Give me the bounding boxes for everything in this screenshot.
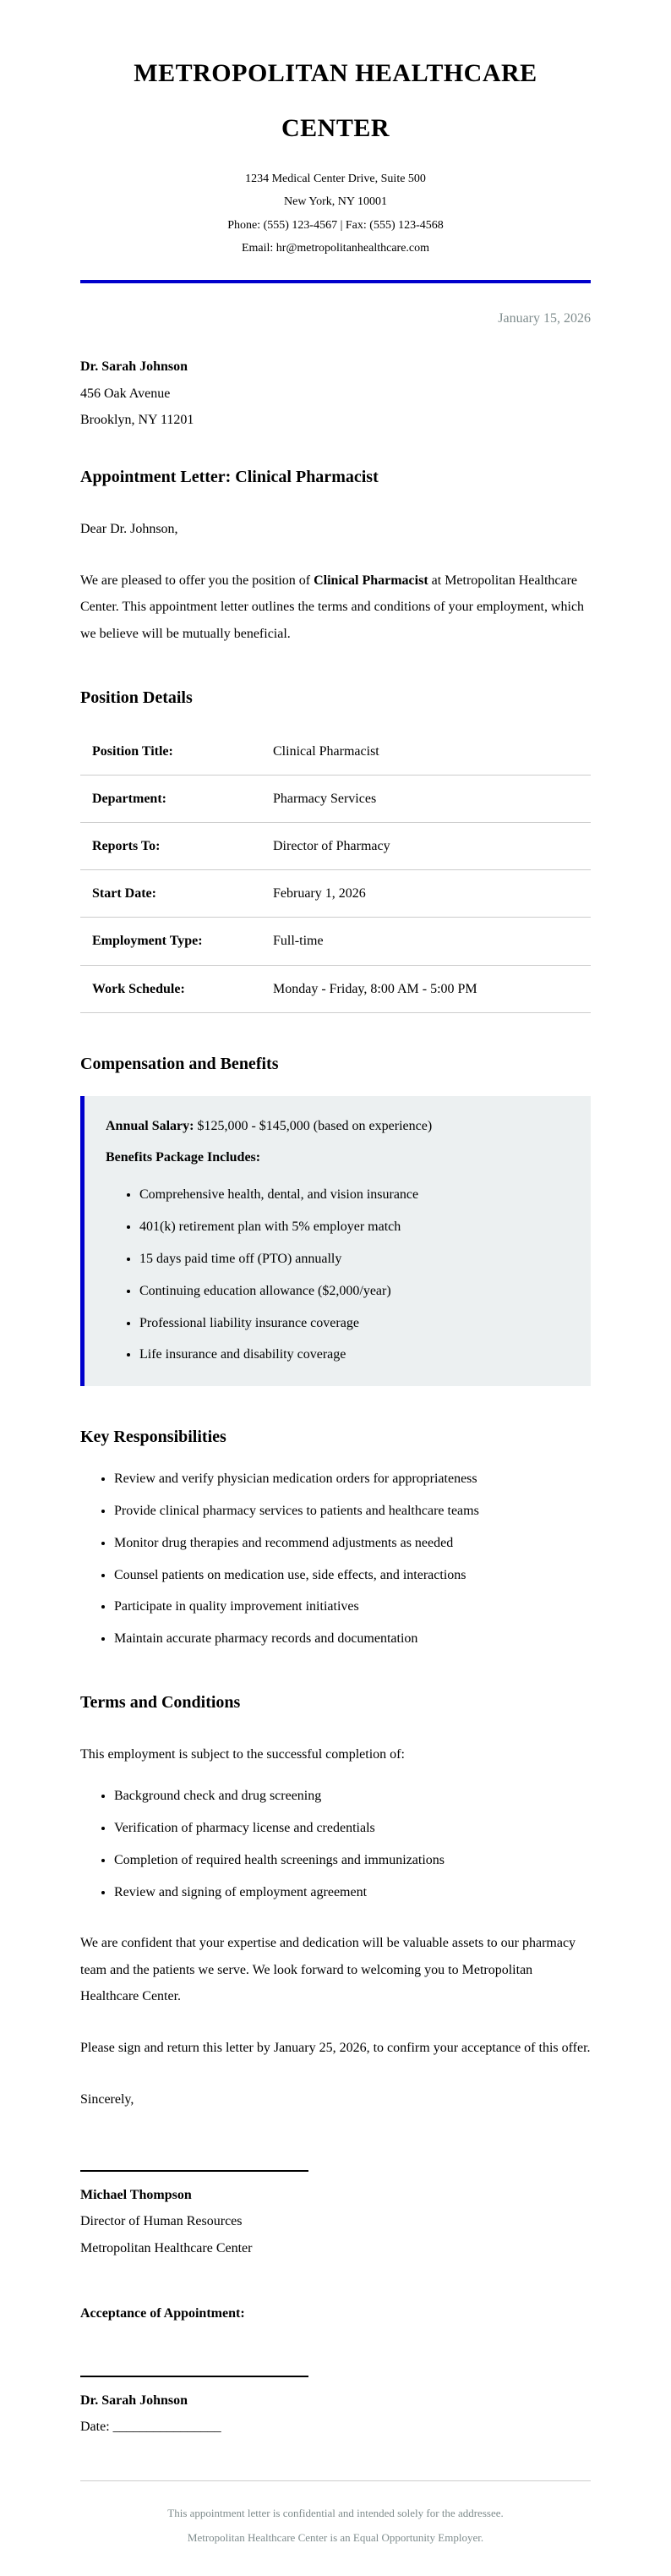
table-row-reports-to (80, 823, 591, 870)
org-phone-fax: Phone: (555) 123-4567 | Fax: (555) 123-4568 (227, 218, 444, 232)
intro-before: We are pleased to offer you the position of (80, 573, 314, 589)
row-value: Director of Pharmacy (273, 839, 390, 854)
terms-list (80, 1784, 591, 1905)
row-label: Employment Type: (92, 934, 203, 949)
row-label: Start Date: (92, 886, 156, 902)
letter-footer (80, 2480, 591, 2550)
row-value: February 1, 2026 (273, 886, 366, 902)
recipient-address-line1: 456 Oak Avenue (80, 386, 171, 401)
responsibility-item: • Monitor drug therapies and recommend adjustments as needed (114, 1532, 591, 1556)
acceptance-date-line: Date: ________________ (80, 2420, 221, 2435)
intro-after: at Metropolitan Healthcare Center. This appointment letter outlines the terms and conditions of your employment, which we believe will be mutually beneficial. (80, 573, 585, 641)
acceptance-block (80, 2387, 591, 2440)
signer-org: Metropolitan Healthcare Center (80, 2240, 253, 2255)
benefit-item: • Continuing education allowance ($2,000/year) (139, 1280, 570, 1304)
benefit-item: • 401(k) retirement plan with 5% employer match (139, 1215, 570, 1240)
letter-subject: Appointment Letter: Clinical Pharmacist (80, 467, 379, 486)
recipient-address-line2: Brooklyn, NY 11201 (80, 412, 194, 427)
responsibility-item: • Provide clinical pharmacy services to patients and healthcare teams (114, 1499, 591, 1524)
table-row-start-date (80, 870, 591, 918)
section-heading-position-details: Position Details (80, 688, 193, 707)
footer-eoe: Metropolitan Healthcare Center is an Equal Opportunity Employer. (187, 2531, 484, 2544)
org-address-block (80, 167, 591, 260)
benefits-package-label: Benefits Package Includes: (106, 1149, 261, 1165)
closing-paragraph: We are confident that your expertise and dedication will be valuable assets to our pharmacy team and the patients we serve. We look forward to welcoming you to Metropolitan Healthcare Center. (80, 1936, 576, 2003)
letter-page (80, 0, 591, 2576)
letterhead-divider (80, 280, 591, 283)
responsibility-item: • Counsel patients on medication use, side effects, and interactions (114, 1564, 591, 1588)
salary-line (106, 1115, 570, 1139)
row-value: Monday - Friday, 8:00 AM - 5:00 PM (273, 981, 477, 996)
org-address-line2: New York, NY 10001 (284, 195, 387, 209)
row-label: Department: (92, 791, 166, 806)
table-row-work-schedule (80, 966, 591, 1013)
benefit-item: • Professional liability insurance coverage (139, 1312, 570, 1336)
row-value: Full-time (273, 934, 324, 949)
footer-confidentiality: This appointment letter is confidential and intended solely for the addressee. (167, 2507, 504, 2520)
row-value: Clinical Pharmacist (273, 743, 379, 759)
intro-paragraph (80, 567, 591, 647)
term-item: • Background check and drug screening (114, 1784, 591, 1809)
signer-block (80, 2182, 591, 2261)
salary-label: Annual Salary: (106, 1118, 194, 1133)
intro-position-highlight: Clinical Pharmacist (314, 573, 428, 589)
deadline-paragraph: Please sign and return this letter by January 25, 2026, to confirm your acceptance of this offer. (80, 2040, 591, 2055)
responsibilities-list (80, 1467, 591, 1652)
row-value: Pharmacy Services (273, 791, 377, 806)
signer-title: Director of Human Resources (80, 2214, 243, 2229)
recipient-block (80, 354, 591, 433)
org-name: METROPOLITAN HEALTHCARE CENTER (134, 59, 537, 142)
term-item: • Completion of required health screenings and immunizations (114, 1849, 591, 1873)
acceptance-heading: Acceptance of Appointment: (80, 2305, 245, 2321)
section-heading-responsibilities: Key Responsibilities (80, 1428, 226, 1447)
benefits-box (80, 1096, 591, 1386)
signer-name: Michael Thompson (80, 2188, 192, 2203)
position-details-table (80, 728, 591, 1013)
benefit-item: • Life insurance and disability coverage (139, 1343, 570, 1367)
term-item: • Verification of pharmacy license and credentials (114, 1817, 591, 1841)
row-label: Reports To: (92, 839, 161, 854)
row-label: Position Title: (92, 743, 173, 759)
salary-value: $125,000 - $145,000 (based on experience) (194, 1118, 433, 1133)
letterhead (80, 47, 591, 283)
term-item: • Review and signing of employment agreement (114, 1881, 591, 1905)
table-row-department (80, 776, 591, 823)
table-row-employment-type (80, 918, 591, 965)
row-label: Work Schedule: (92, 981, 185, 996)
sincerely: Sincerely, (80, 2092, 134, 2107)
benefit-item: • 15 days paid time off (PTO) annually (139, 1247, 570, 1272)
org-address-line1: 1234 Medical Center Drive, Suite 500 (245, 173, 426, 185)
benefit-item: • Comprehensive health, dental, and vision insurance (139, 1183, 570, 1208)
terms-intro: This employment is subject to the successful completion of: (80, 1746, 405, 1762)
letter-date: January 15, 2026 (498, 311, 591, 326)
org-email: Email: hr@metropolitanhealthcare.com (241, 241, 430, 255)
recipient-name: Dr. Sarah Johnson (80, 359, 188, 375)
acceptee-name: Dr. Sarah Johnson (80, 2393, 188, 2409)
acceptance-signature-line (80, 2376, 308, 2377)
table-row-position-title (80, 728, 591, 776)
section-heading-terms: Terms and Conditions (80, 1692, 241, 1712)
signer-signature-line (80, 2170, 308, 2172)
responsibility-item: • Review and verify physician medication orders for appropriateness (114, 1467, 591, 1492)
responsibility-item: • Maintain accurate pharmacy records and documentation (114, 1627, 591, 1652)
section-heading-compensation: Compensation and Benefits (80, 1054, 279, 1073)
responsibility-item: • Participate in quality improvement initiatives (114, 1595, 591, 1620)
benefits-list (106, 1183, 570, 1367)
salutation: Dear Dr. Johnson, (80, 521, 178, 536)
